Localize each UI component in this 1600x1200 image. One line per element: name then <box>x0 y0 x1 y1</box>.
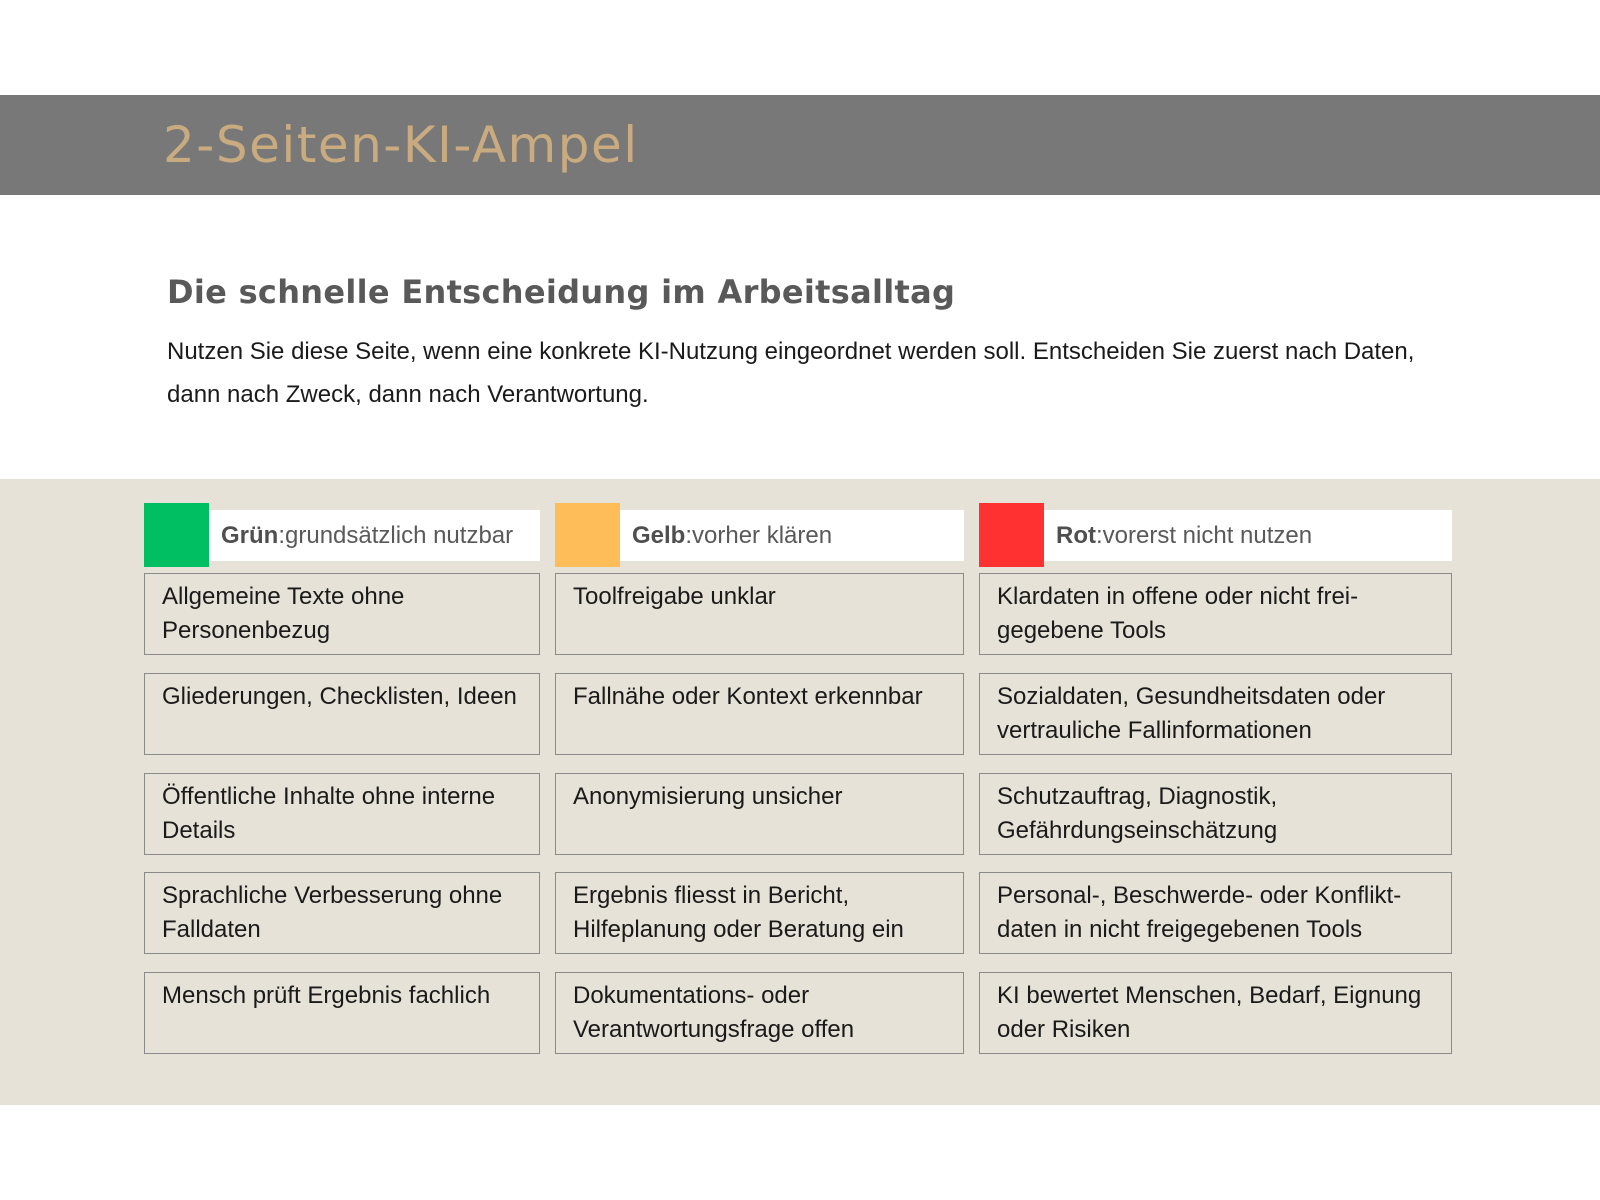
column-header-red <box>979 503 1452 567</box>
green-light-swatch <box>144 503 209 567</box>
criterion-card: Sprachliche Verbesserung ohne Falldaten <box>144 872 540 954</box>
header-label-green <box>209 510 540 561</box>
title-bar <box>0 95 1600 195</box>
criterion-card: Schutzauftrag, Diagnostik, Gefährdungseinschätzung <box>979 773 1452 855</box>
yellow-light-swatch <box>555 503 620 567</box>
criterion-card: Mensch prüft Ergebnis fachlich <box>144 972 540 1054</box>
criterion-card: Sozialdaten, Gesundheitsdaten oder vertrauliche Fallinformationen <box>979 673 1452 755</box>
criterion-card: Klardaten in offene oder nicht frei-gegebene Tools <box>979 573 1452 655</box>
criterion-card: KI bewertet Menschen, Bedarf, Eignung oder Risiken <box>979 972 1452 1054</box>
criterion-card: Dokumentations- oder Verantwortungsfrage offen <box>555 972 964 1054</box>
header-label-yellow <box>620 510 964 561</box>
column-header-green <box>144 503 540 567</box>
criterion-card: Personal-, Beschwerde- oder Konflikt-daten in nicht freigegebenen Tools <box>979 872 1452 954</box>
level-separator-green: : <box>278 521 285 549</box>
column-header-yellow <box>555 503 964 567</box>
page-title: 2-Seiten-KI-Ampel <box>163 116 639 174</box>
level-separator-red: : <box>1095 521 1103 549</box>
section-heading: Die schnelle Entscheidung im Arbeitsalltag <box>167 273 956 311</box>
level-description-red: vorerst nicht nutzen <box>1102 521 1313 549</box>
column-yellow <box>555 503 964 1043</box>
level-name-green: Grün <box>221 521 279 549</box>
criterion-card: Öffentliche Inhalte ohne interne Details <box>144 773 540 855</box>
criterion-card: Anonymisierung unsicher <box>555 773 964 855</box>
level-name-yellow: Gelb <box>632 521 686 549</box>
intro-section <box>167 268 1467 416</box>
column-red <box>979 503 1452 1043</box>
criterion-card: Ergebnis fliesst in Bericht, Hilfeplanung oder Beratung ein <box>555 872 964 954</box>
level-description-yellow: vorher klären <box>692 521 833 549</box>
criterion-card: Toolfreigabe unklar <box>555 573 964 655</box>
red-light-swatch <box>979 503 1044 567</box>
criterion-card: Allgemeine Texte ohne Personenbezug <box>144 573 540 655</box>
criterion-card: Fallnähe oder Kontext erkennbar <box>555 673 964 755</box>
level-description-green: grundsätzlich nutzbar <box>285 521 514 549</box>
header-label-red <box>1044 510 1452 561</box>
level-separator-yellow: : <box>685 521 693 549</box>
level-name-red: Rot <box>1056 521 1096 549</box>
column-green <box>144 503 540 1009</box>
ampel-panel <box>0 479 1600 1105</box>
criterion-card: Gliederungen, Checklisten, Ideen <box>144 673 540 755</box>
intro-text: Nutzen Sie diese Seite, wenn eine konkrete KI-Nutzung eingeordnet werden soll. Entscheiden Sie zuerst nach Daten, dann nach Zweck, dann nach Verantwortung. <box>167 338 1415 408</box>
